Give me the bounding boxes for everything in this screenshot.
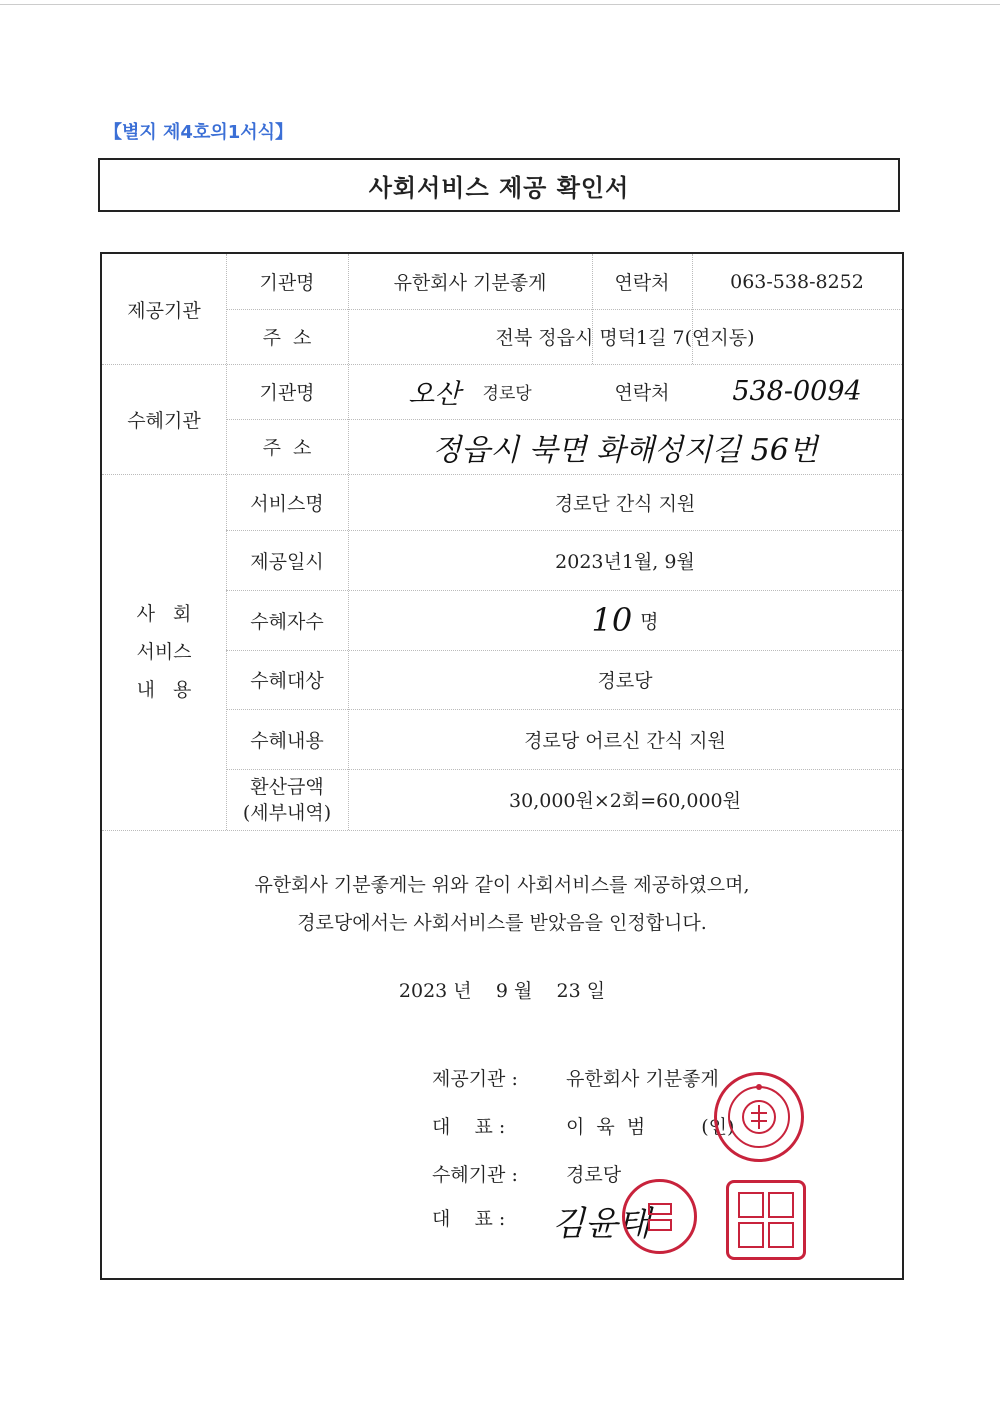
issue-date [102,976,902,1003]
date-year-unit: 년 [453,980,472,1002]
recipient-address-handwritten: 정읍시 북면 화해성지길 56번 [432,432,818,468]
service-section-line: 내 용 [136,679,192,701]
row-divider [102,830,902,831]
provider-name-label: 기관명 [259,272,315,294]
provider-rep-name: 이 육 범 [566,1116,646,1138]
provider-sig-name: 유한회사 기분좋게 [566,1068,719,1090]
provider-address: 전북 정읍시 명덕1길 7(연지동) [495,327,755,349]
amount-label-sub: (세부내역) [242,801,332,824]
recipient-rep-label: 대 표 : [432,1208,506,1230]
recipient-contact-handwritten: 538-0094 [732,376,862,407]
title-box [98,158,900,212]
provider-contact-label: 연락처 [614,272,670,294]
recipient-sig-name: 경로당 [566,1164,622,1186]
form-number-tag: 【별지 제4호의1서식】 [104,122,294,143]
service-name-value: 경로단 간식 지원 [554,492,696,515]
provider-rep-label: 대 표 : [432,1116,506,1138]
service-date-value: 2023년1월, 9월 [555,550,695,573]
document-title: 사회서비스 제공 확인서 [368,173,630,202]
service-name-label: 서비스명 [250,492,324,515]
recipient-square-seal [726,1180,806,1260]
date-day-unit: 일 [586,980,606,1002]
provider-round-seal [714,1072,804,1162]
beneficiary-target-label: 수혜대상 [250,670,324,692]
beneficiary-target-value: 경로당 [597,670,653,692]
recipient-rep-row [432,1204,651,1245]
recipient-round-seal [622,1179,697,1254]
provider-address-label: 주 소 [262,327,312,349]
amount-label [226,769,348,830]
recipient-sig-label: 수혜기관 : [432,1164,518,1186]
service-section-line: 사 회 [136,603,192,625]
service-section-line: 서비스 [136,641,192,663]
recipient-signature-row [432,1160,621,1187]
page-top-rule [0,4,1000,5]
date-day: 23 [556,980,581,1002]
certificate-table [100,252,904,1280]
date-year: 2023 [398,980,448,1002]
provider-signature-row [432,1064,719,1091]
recipient-name-suffix: 경로당 [482,384,532,404]
recipient-rep-handwritten: 김윤태 [552,1204,651,1244]
provider-seal-mark: (인) [701,1116,735,1138]
service-date-label: 제공일시 [250,550,324,573]
beneficiary-count-handwritten: 10 [591,601,633,639]
date-month-unit: 월 [513,980,533,1002]
recipient-section-label: 수혜기관 [127,409,201,432]
beneficiary-count-unit: 명 [640,610,659,633]
provider-sig-label: 제공기관 : [432,1068,518,1090]
statement-line-1: 유한회사 기분좋게는 위와 같이 사회서비스를 제공하였으며, [254,874,750,896]
recipient-contact-label: 연락처 [614,382,670,404]
recipient-name-label: 기관명 [259,382,315,404]
provider-section-label: 제공기관 [127,299,201,322]
service-section-label [102,474,226,830]
recipient-address-label: 주 소 [262,437,312,459]
provider-contact: 063-538-8252 [730,270,864,293]
date-month: 9 [495,980,508,1002]
beneficiary-count-label: 수혜자수 [250,610,324,633]
beneficiary-count-value [348,590,902,650]
amount-label-main: 환산금액 [250,775,324,798]
recipient-name-handwritten: 오산 [408,379,461,410]
statement-line-2: 경로당에서는 사회서비스를 받았음을 인정합니다. [297,912,707,934]
provider-name: 유한회사 기분좋게 [393,272,547,294]
recipient-name [348,364,592,419]
amount-value: 30,000원×2회=60,000원 [509,790,741,812]
provider-rep-row [432,1112,734,1139]
service-content-value: 경로당 어르신 간식 지원 [524,729,726,752]
service-content-label: 수혜내용 [250,729,324,752]
